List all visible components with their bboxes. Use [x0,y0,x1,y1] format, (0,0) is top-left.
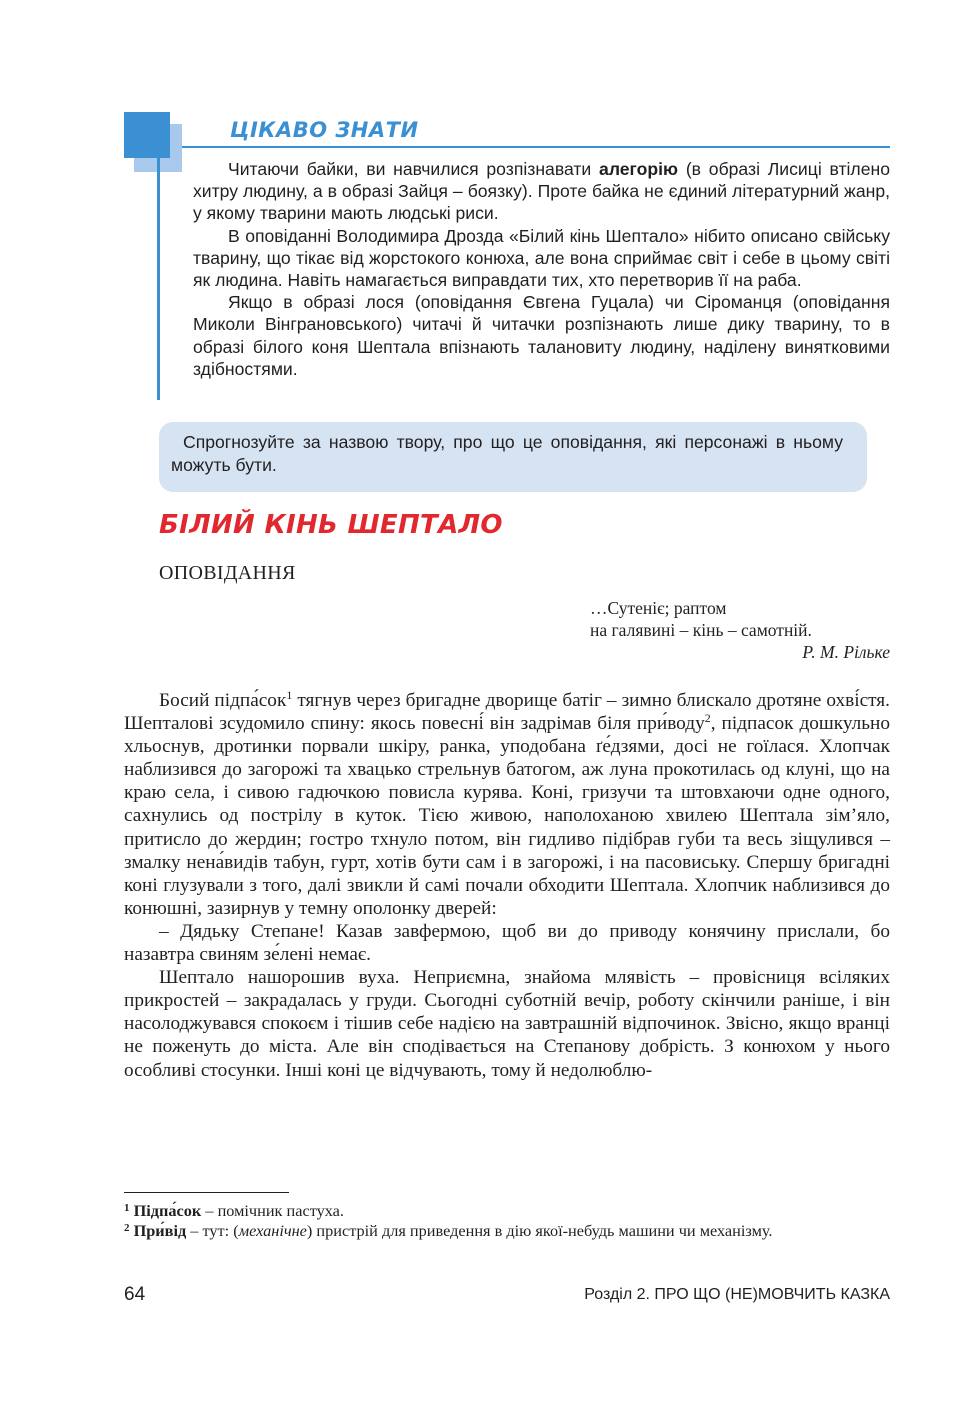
epigraph-line-1: …Сутеніє; раптом [590,598,727,618]
epigraph [590,597,890,663]
story-title: БІЛИЙ КІНЬ ШЕПТАЛО [159,510,503,540]
task-text: Спрогнозуйте за назвою твору, про що це оповідання, які персонажі в ньому можуть бути. [171,432,843,475]
running-head: Розділ 2. ПРО ЩО (НЕ)МОВЧИТЬ КАЗКА [584,1286,890,1303]
interesting-box-paragraph-3: Якщо в образі лося (оповідання Євгена Гуцала) чи Сіроманця (оповідання Миколи Вінграновського) читачі й читачки розпізнають лише дику тварину, то в образі білого коня Шептала впізнають талановиту людину, наділену винятковими здібностями. [193,292,890,379]
term-allegory: алегорію [599,159,679,179]
interesting-box-text [193,158,890,380]
interesting-box-title: ЦІКАВО ЗНАТИ [230,118,419,142]
footnote-2: $^2$ При́від – тут: (механічне) пристрій для приведення в дію якої-небудь машини чи механізму. [124,1221,773,1241]
story-paragraph-3: Шептало нашорошив вуха. Неприємна, знайома млявість – провісниця всіляких прикростей – закрадалась у груди. Сьогодні суботній вечір, роботу скінчили раніше, і він насолоджувався спокоєм і тішив себе надією на завтрашній відпочинок. Звісно, якщо вранці не поженуть до міста. Але він сподівається на Степанову добрість. З конюхом у нього особливі стосунки. Інші коні це відчувають, тому й недолюблю- [124,967,890,1081]
box-horizontal-rule [182,146,890,148]
footnote-ref-2: 2 [704,711,711,726]
story-paragraph-1: Босий підпа́сок$^1$ тягнув через бригадне дворище батіг – зимно блискало дротяне охві́стя. Шепталові зсудомило спину: якось повесні́ він задрімав біля при́воду$^2$, підпасок дошкульно хльоснув, дротинки порвали шкіру, ранка, уподобана ґе́дзями, досі не гоїлася. Хлопчак наблизився до загорожі та хвацько стрельнув батогом, аж луна прокотилась од клуні, що на краю села, і сивою гадючкою повисла курява. Коні, гризучи та штовхаючи одне одного, сахнулись од пострілу в куток. Тією живою, наполоханою хвилею Шептала зім’яло, притисло до жердин; гостро тхнуло потом, він гидливо підібрав губи та весь зіщулився – змалку нена́видів табун, гурт, хотів бути сам і в загорожі, і на пасовиську. Спершу бригадні коні глузували з того, далі звикли й самі почали обходити Шептала. Хлопчик наблизився до конюшні, зазирнув у темну ополонку дверей: [124,688,891,919]
interesting-box-paragraph-2: В оповіданні Володимира Дрозда «Білий кінь Шептало» нібито описано свійську тварину, що тікає від жорстокого конюха, але вона сприймає світ і себе в цьому світі як людина. Навіть намагається виправдати тих, хто перетворив її на раба. [193,225,890,291]
box-decor-square-dark [124,112,170,158]
story-paragraph-2: – Дядьку Степане! Казав завфермою, щоб ви до приводу конячину прислали, бо назавтра свиням зе́лені немає. [124,920,890,966]
footnote-1: $^1$ Підпа́сок – помічник пастуха. [124,1201,344,1220]
footnote-ref-1: 1 [286,688,293,702]
footnote-separator [124,1192,289,1193]
story-body [124,689,890,1082]
task-box [159,422,867,492]
box-vertical-rule [157,124,160,400]
interesting-box-paragraph-1: Читаючи байки, ви навчилися розпізнавати алегорію (в образі Лисиці втілено хитру людину, а в образі Зайця – боязку). Проте байка не єдиний літературний жанр, у якому тварини мають людські риси. [193,159,890,224]
story-genre: ОПОВІДАННЯ [159,562,296,584]
epigraph-line-2: на галявині – кінь – самотній. [590,620,812,640]
footnotes [124,1201,890,1242]
epigraph-author: Р. М. Рільке [802,642,890,662]
page-number: 64 [124,1284,146,1305]
